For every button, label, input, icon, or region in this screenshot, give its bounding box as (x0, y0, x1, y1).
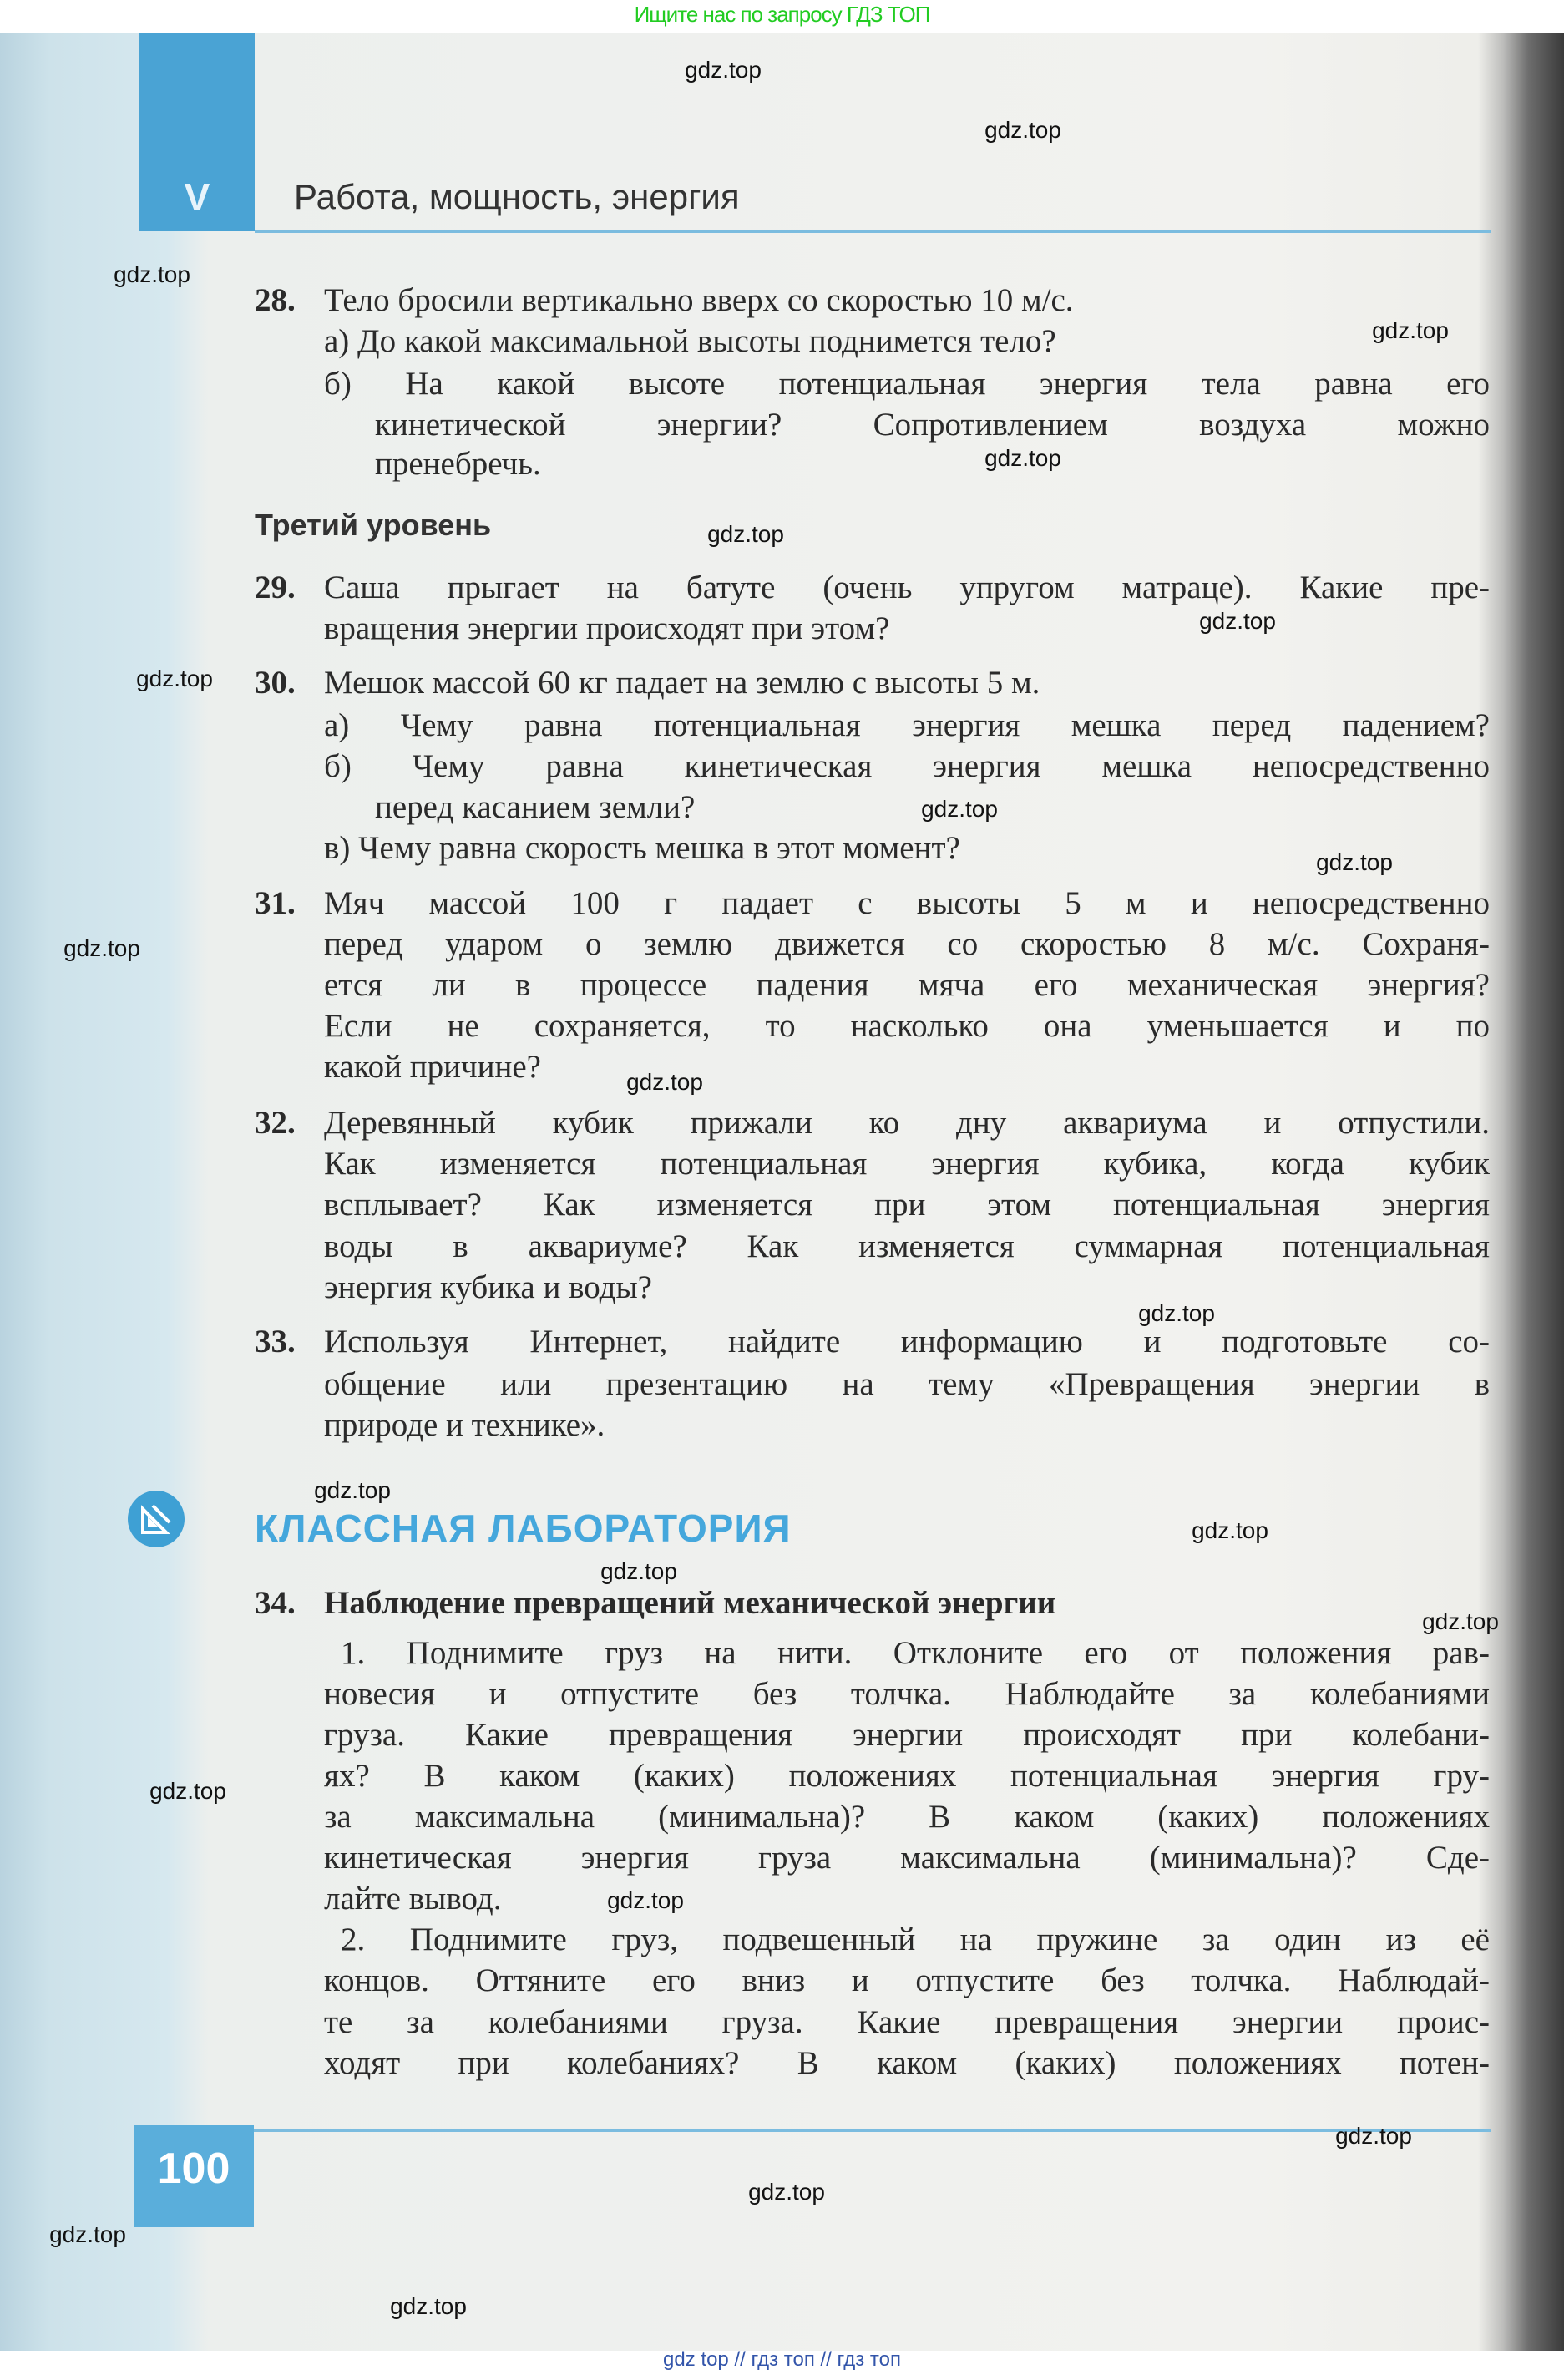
problem-text-line: новесия и отпустите без толчка. Наблюдайте за колебаниями (324, 1676, 1490, 1712)
problem-text-line: Как изменяется потенциальная энергия кубика, когда кубик (324, 1146, 1490, 1182)
watermark-text: gdz.top (707, 521, 784, 547)
watermark-text: gdz.top (1199, 608, 1276, 634)
problem-text-line: Мяч массой 100 г падает с высоты 5 м и непосредственно (324, 885, 1490, 921)
watermark-text: gdz.top (1372, 317, 1449, 343)
banner-text: Ищите нас по запросу ГДЗ ТОП (634, 2, 930, 27)
problem-text-line: Саша прыгает на батуте (очень упругом матраце). Какие пре- (324, 570, 1490, 605)
problem-text-line: перед касанием земли? (375, 789, 696, 825)
problem-text-line: Мешок массой 60 кг падает на землю с высоты 5 м. (324, 665, 1040, 701)
problem-text-line: в) Чему равна скорость мешка в этот момент? (324, 830, 960, 866)
lab-task-title: Наблюдение превращений механической энергии (324, 1585, 1056, 1621)
chapter-number: V (184, 175, 210, 219)
problem-text-line: Используя Интернет, найдите информацию и подготовьте со- (324, 1324, 1490, 1360)
chapter-title: Работа, мощность, энергия (294, 177, 740, 216)
problem-text-line: вращения энергии происходят при этом? (324, 610, 890, 646)
problem-text-line: а) Чему равна потенциальная энергия мешка перед падением? (324, 707, 1490, 743)
watermark-text: gdz.top (607, 1887, 684, 1913)
footer-divider (254, 2129, 1491, 2132)
problem-text-line: перед ударом о землю движется со скоростью 8 м/с. Сохраня- (324, 926, 1490, 962)
problem-number: 32. (255, 1105, 296, 1141)
header-divider (255, 230, 1491, 233)
problem-text-line: общение или презентацию на тему «Превращения энергии в (324, 1366, 1490, 1402)
problem-text-line: Если не сохраняется, то насколько она уменьшается и по (324, 1008, 1490, 1044)
problem-text-line: 2. Поднимите груз, подвешенный на пружине за один из её (341, 1922, 1490, 1957)
watermark-text: gdz.top (390, 2293, 467, 2319)
watermark-text: gdz.top (1316, 849, 1393, 875)
watermark-text: gdz.top (984, 117, 1061, 143)
page-number-box (134, 2125, 254, 2227)
problem-number: 31. (255, 885, 296, 921)
problem-text-line: груза. Какие превращения энергии происходят при колебани- (324, 1717, 1490, 1753)
watermark-text: gdz.top (49, 2221, 126, 2247)
problem-text-line: ях? В каком (каких) положениях потенциальная энергия гру- (324, 1758, 1490, 1794)
problem-text-line: концов. Оттяните его вниз и отпустите без толчка. Наблюдай- (324, 1962, 1490, 1998)
watermark-text: gdz.top (63, 935, 140, 961)
watermark-text: gdz.top (149, 1778, 226, 1804)
problem-text-line: ходят при колебаниях? В каком (каких) положениях потен- (324, 2045, 1490, 2081)
section-heading-third-level: Третий уровень (255, 508, 492, 542)
problem-text-line: Деревянный кубик прижали ко дну аквариума и отпустили. (324, 1105, 1490, 1141)
watermark-text: gdz.top (314, 1477, 391, 1503)
problem-text-line: ется ли в процессе падения мяча его механическая энергия? (324, 967, 1490, 1003)
problem-number: 34. (255, 1585, 296, 1621)
lab-heading: КЛАССНАЯ ЛАБОРАТОРИЯ (255, 1506, 792, 1550)
watermark-text: gdz.top (1138, 1300, 1215, 1326)
watermark-text: gdz.top (1192, 1517, 1268, 1543)
problem-number: 30. (255, 665, 296, 701)
problem-text-line: природе и технике». (324, 1407, 605, 1443)
problem-number: 33. (255, 1324, 296, 1360)
chapter-tab (139, 33, 255, 231)
problem-text-line: 1. Поднимите груз на нити. Отклоните его от положения рав- (341, 1635, 1490, 1671)
problem-text-line: всплывает? Как изменяется при этом потенциальная энергия (324, 1187, 1490, 1223)
watermark-text: gdz.top (1335, 2123, 1412, 2149)
problem-text-line: воды в аквариуме? Как изменяется суммарная потенциальная (324, 1228, 1490, 1264)
watermark-text: gdz.top (685, 57, 762, 83)
watermark-text: gdz.top (1422, 1608, 1499, 1634)
watermark-text: gdz.top (984, 445, 1061, 471)
watermark-text: gdz.top (114, 261, 190, 287)
problem-text-line: Тело бросили вертикально вверх со скоростью 10 м/с. (324, 282, 1074, 318)
problem-text-line: б) Чему равна кинетическая энергия мешка непосредственно (324, 748, 1490, 784)
watermark-text: gdz.top (136, 666, 213, 691)
problem-text-line: за максимальна (минимальна)? В каком (каких) положениях (324, 1799, 1490, 1835)
watermark-text: gdz.top (626, 1069, 703, 1095)
problem-number: 29. (255, 570, 296, 605)
watermark-text: gdz.top (748, 2179, 825, 2205)
problem-text-line: те за колебаниями груза. Какие превращения энергии проис- (324, 2004, 1490, 2040)
problem-number: 28. (255, 282, 296, 318)
problem-text-line: а) До какой максимальной высоты поднимется тело? (324, 323, 1056, 359)
problem-text-line: энергия кубика и воды? (324, 1269, 652, 1305)
top-banner (0, 0, 1564, 33)
problem-text-line: лайте вывод. (324, 1881, 502, 1917)
problem-text-line: кинетической энергии? Сопротивлением воздуха можно (375, 407, 1490, 443)
problem-text-line: б) На какой высоте потенциальная энергия тела равна его (324, 366, 1490, 402)
problem-text-line: пренебречь. (375, 446, 541, 482)
page-number: 100 (157, 2145, 230, 2193)
problem-text-line: какой причине? (324, 1049, 541, 1085)
lab-ruler-icon (128, 1491, 185, 1547)
footer-links: gdz top // гдз топ // гдз топ (663, 2348, 901, 2371)
problem-text-line: кинетическая энергия груза максимальна (минимальна)? Сде- (324, 1840, 1490, 1876)
watermark-text: gdz.top (600, 1558, 677, 1584)
watermark-text: gdz.top (921, 796, 998, 822)
